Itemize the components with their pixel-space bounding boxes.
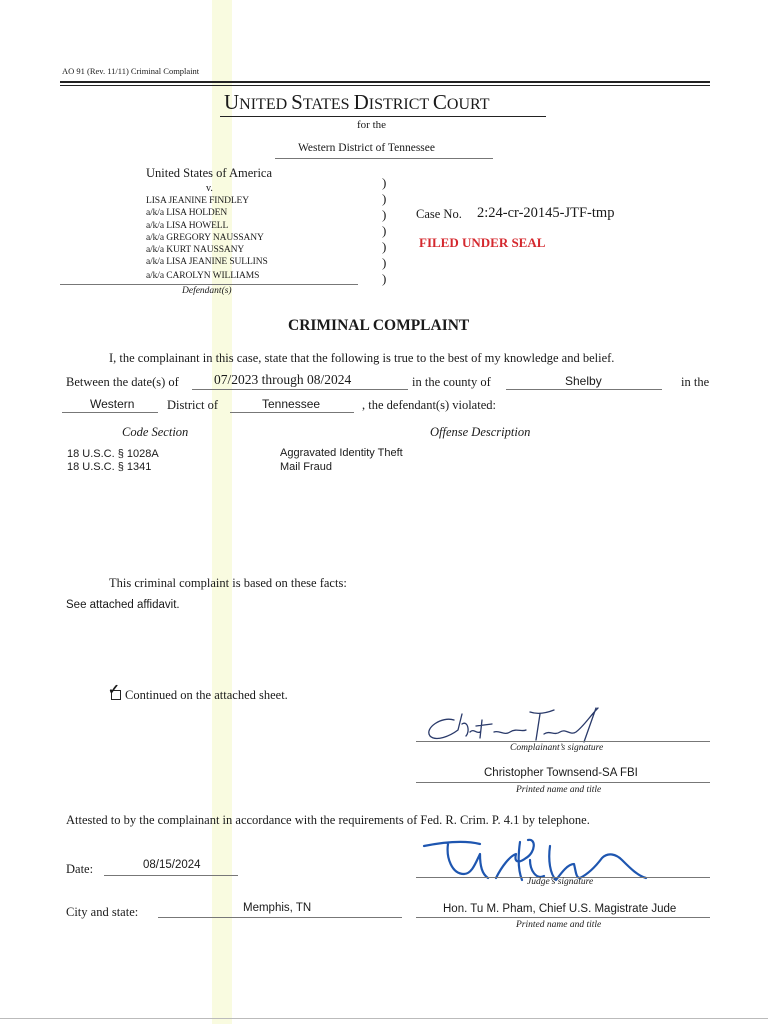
court-title-rule [220,116,546,117]
state-value: Tennessee [262,397,321,411]
document-title: CRIMINAL COMPLAINT [288,317,470,334]
caption-paren: ) [382,223,387,238]
offense-cell: Mail Fraud [280,461,332,473]
county-label: in the county of [412,375,491,389]
date-value: 08/15/2024 [143,859,201,871]
county-value: Shelby [565,374,602,388]
judge-printed-name: Hon. Tu M. Pham, Chief U.S. Magistrate Jude [443,903,677,915]
continued-label: Continued on the attached sheet. [125,688,288,702]
district-rule [275,158,493,159]
caption-paren: ) [382,175,387,190]
page-bottom-edge [0,1018,768,1019]
court-title: UNITED STATES DISTRICT COURT [224,90,490,114]
plaintiff-name: United States of America [146,166,273,180]
complainant-name-rule [416,782,710,783]
caption-paren: ) [382,255,387,270]
header-rule-top [60,81,710,83]
violated-suffix: , the defendant(s) violated: [362,398,496,412]
complainant-signature-label: Complainant’s signature [510,743,604,753]
caption-paren: ) [382,207,387,222]
complainant-printed-label: Printed name and title [516,785,602,795]
complainant-printed-name: Christopher Townsend-SA FBI [484,767,638,779]
case-no-value: 2:24-cr-20145-JTF-tmp [477,205,615,221]
district-value-rule [62,412,158,413]
city-state-rule [158,917,402,918]
case-no-label: Case No. [416,207,462,221]
city-state-label: City and state: [66,905,139,919]
defendant-alias: a/k/a CAROLYN WILLIAMS [146,271,260,281]
filed-under-seal-stamp: FILED UNDER SEAL [419,235,546,250]
dates-value: 07/2023 through 08/2024 [214,372,352,387]
attestation-text: Attested to by the complainant in accordance with the requirements of Fed. R. Crim. P. 4.1 by telephone. [66,813,590,827]
district-value: Western [90,397,135,411]
dates-prefix: Between the date(s) of [66,375,179,389]
date-rule [104,875,238,876]
defendant-name: LISA JEANINE FINDLEY [146,196,250,206]
defendant-label: Defendant(s) [182,286,232,296]
facts-text: See attached affidavit. [66,599,180,611]
highlight-stripe [212,0,232,1024]
complainant-statement: I, the complainant in this case, state that the following is true to the best of my knowledge and belief. [109,351,615,365]
versus-label: v. [206,183,213,194]
defendant-alias: a/k/a LISA HOWELL [146,221,229,231]
complainant-signature-rule [416,741,710,742]
county-rule [506,389,662,390]
defendant-alias: a/k/a GREGORY NAUSSANY [146,233,264,243]
checkmark-icon: ✓ [108,683,120,698]
dates-rule [192,389,408,390]
facts-intro: This criminal complaint is based on these facts: [109,576,347,590]
defendant-alias: a/k/a LISA JEANINE SULLINS [146,257,268,267]
district-title: Western District of Tennessee [298,142,435,154]
caption-rule [60,284,358,285]
offense-description-header: Offense Description [430,425,531,439]
judge-printed-label: Printed name and title [516,920,602,930]
form-id: AO 91 (Rev. 11/11) Criminal Complaint [62,66,200,76]
caption-paren: ) [382,239,387,254]
judge-signature-label: Judge’s signature [527,877,594,887]
district-of-label: District of [167,398,219,412]
state-rule [230,412,354,413]
defendant-alias: a/k/a KURT NAUSSANY [146,245,245,255]
dates-suffix: in the [681,375,710,389]
date-label: Date: [66,862,94,876]
judge-name-rule [416,917,710,918]
offense-cell: Aggravated Identity Theft [280,447,403,459]
code-section-header: Code Section [122,425,189,439]
code-section-cell: 18 U.S.C. § 1341 [67,461,152,473]
city-state-value: Memphis, TN [243,902,312,914]
caption-paren: ) [382,271,387,286]
header-rule-bottom [60,85,710,86]
defendant-alias: a/k/a LISA HOLDEN [146,208,228,218]
caption-paren: ) [382,191,387,206]
code-section-cell: 18 U.S.C. § 1028A [67,448,159,460]
for-the-label: for the [357,119,387,131]
